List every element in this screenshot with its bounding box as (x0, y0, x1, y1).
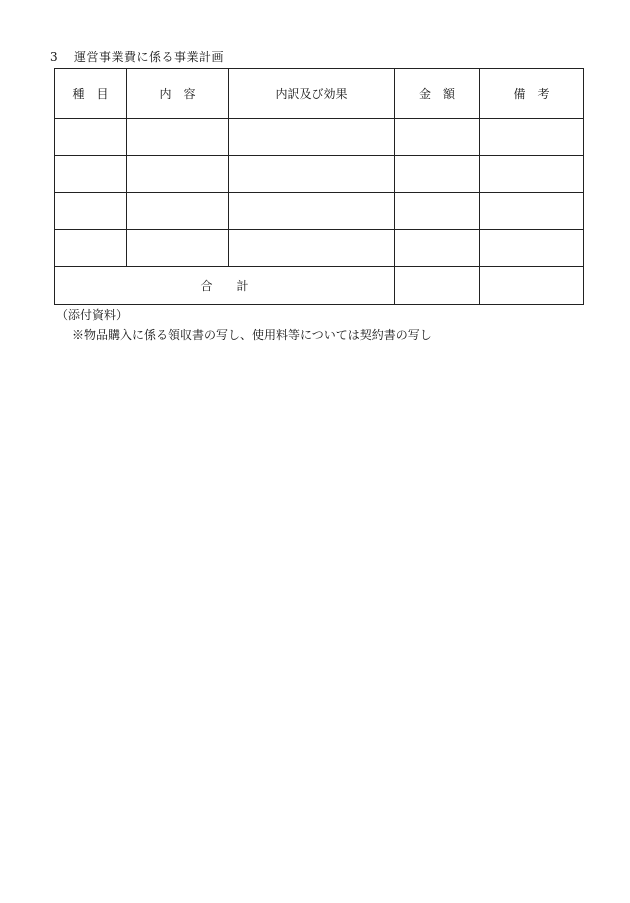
cell-content[interactable] (127, 230, 229, 267)
section-number: 3 (50, 50, 59, 64)
table-row (55, 230, 584, 267)
attachment-heading: （添付資料） (56, 308, 129, 322)
cell-type[interactable] (55, 119, 127, 156)
cell-amount[interactable] (395, 230, 480, 267)
cell-amount[interactable] (395, 193, 480, 230)
header-breakdown-effect: 内訳及び効果 (229, 69, 395, 119)
table-header-row (55, 69, 584, 119)
section-heading (50, 48, 224, 65)
cell-type[interactable] (55, 193, 127, 230)
business-plan-table (54, 68, 584, 305)
cell-content[interactable] (127, 156, 229, 193)
cell-remarks[interactable] (480, 193, 584, 230)
table-row (55, 193, 584, 230)
cell-remarks[interactable] (480, 230, 584, 267)
cell-content[interactable] (127, 119, 229, 156)
cell-breakdown-effect[interactable] (229, 230, 395, 267)
cell-type[interactable] (55, 230, 127, 267)
table-row (55, 156, 584, 193)
cell-remarks[interactable] (480, 119, 584, 156)
table-row (55, 119, 584, 156)
cell-breakdown-effect[interactable] (229, 156, 395, 193)
cell-type[interactable] (55, 156, 127, 193)
cell-remarks[interactable] (480, 156, 584, 193)
cell-amount[interactable] (395, 156, 480, 193)
header-type: 種 目 (55, 69, 127, 119)
cell-amount[interactable] (395, 119, 480, 156)
header-content: 内 容 (127, 69, 229, 119)
section-title-text: 運営事業費に係る事業計画 (74, 50, 225, 64)
header-remarks: 備 考 (480, 69, 584, 119)
total-label: 合 計 (55, 267, 395, 305)
total-amount[interactable] (395, 267, 480, 305)
cell-breakdown-effect[interactable] (229, 119, 395, 156)
cell-breakdown-effect[interactable] (229, 193, 395, 230)
attachment-note: ※物品購入に係る領収書の写し、使用料等については契約書の写し (72, 328, 432, 342)
table-total-row (55, 267, 584, 305)
cell-content[interactable] (127, 193, 229, 230)
header-amount: 金 額 (395, 69, 480, 119)
total-remarks[interactable] (480, 267, 584, 305)
